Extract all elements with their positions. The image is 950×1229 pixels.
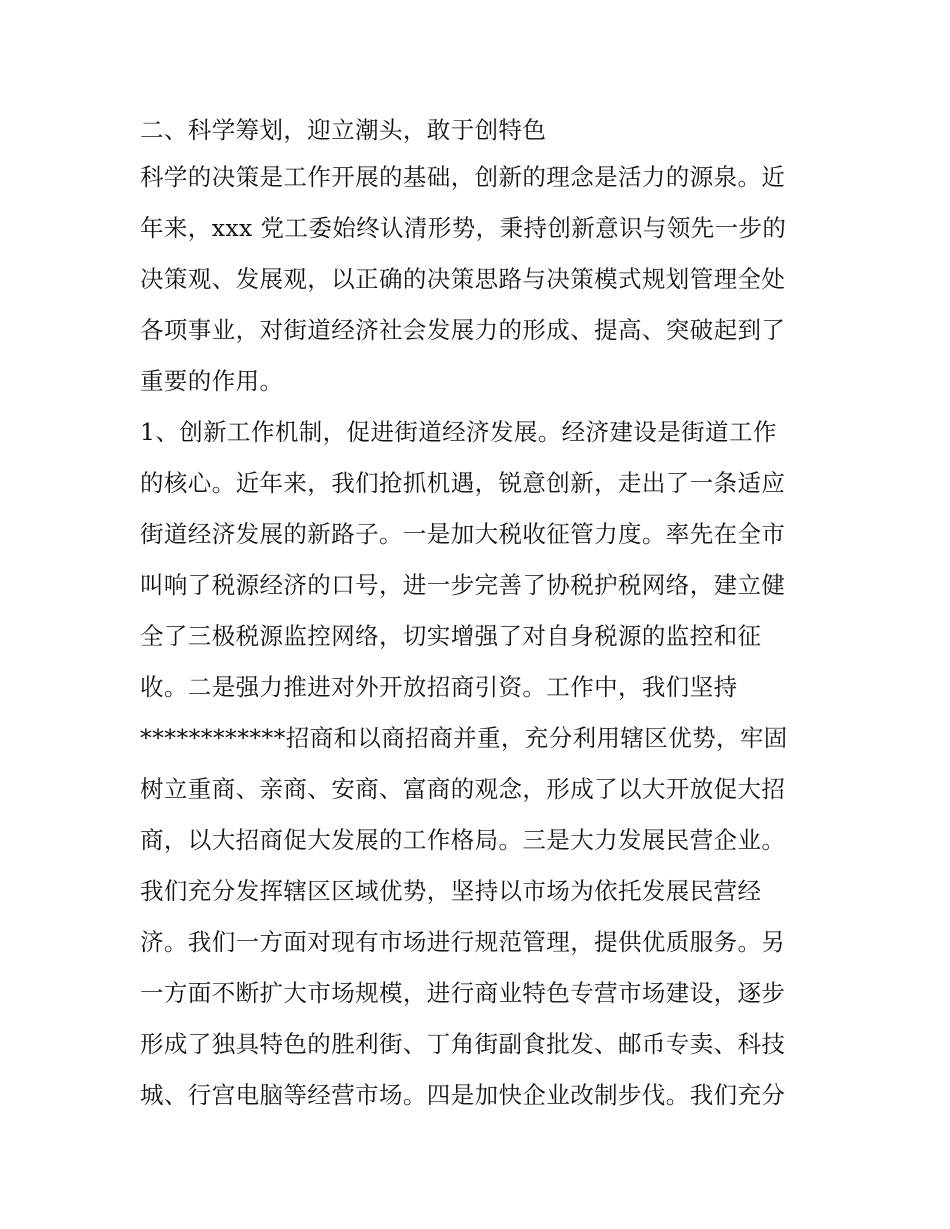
section-heading: 二、科学筹划，迎立潮头，敢于创特色 bbox=[140, 116, 547, 144]
body-line: 我们充分发挥辖区区域优势，坚持以市场为依托发展民营经 bbox=[140, 877, 762, 905]
document-body bbox=[140, 108, 820, 1121]
body-line: 济。我们一方面对现有市场进行规范管理，提供优质服务。另 bbox=[140, 928, 786, 956]
body-line: 城、行宫电脑等经营市场。四是加快企业改制步伐。我们充分 bbox=[140, 1081, 786, 1109]
body-line: 收。二是强力推进对外开放招商引资。工作中，我们坚持 bbox=[140, 673, 738, 701]
body-line: 年来，xxx 党工委始终认清形势，秉持创新意识与领先一步的 bbox=[140, 214, 787, 242]
body-line: 重要的作用。 bbox=[140, 367, 284, 395]
body-line: 1、创新工作机制，促进街道经济发展。经济建设是街道工作 bbox=[140, 418, 777, 446]
body-line: 树立重商、亲商、安商、富商的观念，形成了以大开放促大招 bbox=[140, 775, 786, 803]
body-line: 形成了独具特色的胜利街、丁角街副食批发、邮币专卖、科技 bbox=[140, 1030, 786, 1058]
body-line: 一方面不断扩大市场规模，进行商业特色专营市场建设，逐步 bbox=[140, 979, 786, 1007]
body-line: 全了三极税源监控网络，切实增强了对自身税源的监控和征 bbox=[140, 622, 762, 650]
body-line: 决策观、发展观，以正确的决策思路与决策模式规划管理全处 bbox=[140, 265, 786, 293]
body-line: 商，以大招商促大发展的工作格局。三是大力发展民营企业。 bbox=[140, 826, 786, 854]
body-line: 各项事业，对街道经济社会发展力的形成、提高、突破起到了 bbox=[140, 316, 786, 344]
body-line: ************招商和以商招商并重，充分利用辖区优势，牢固 bbox=[140, 724, 788, 752]
body-line: 科学的决策是工作开展的基础，创新的理念是活力的源泉。近 bbox=[140, 163, 786, 191]
body-line: 的核心。近年来，我们抢抓机遇，锐意创新，走出了一条适应 bbox=[140, 469, 786, 497]
body-line: 街道经济发展的新路子。一是加大税收征管力度。率先在全市 bbox=[140, 520, 786, 548]
body-line: 叫响了税源经济的口号，进一步完善了协税护税网络，建立健 bbox=[140, 571, 786, 599]
